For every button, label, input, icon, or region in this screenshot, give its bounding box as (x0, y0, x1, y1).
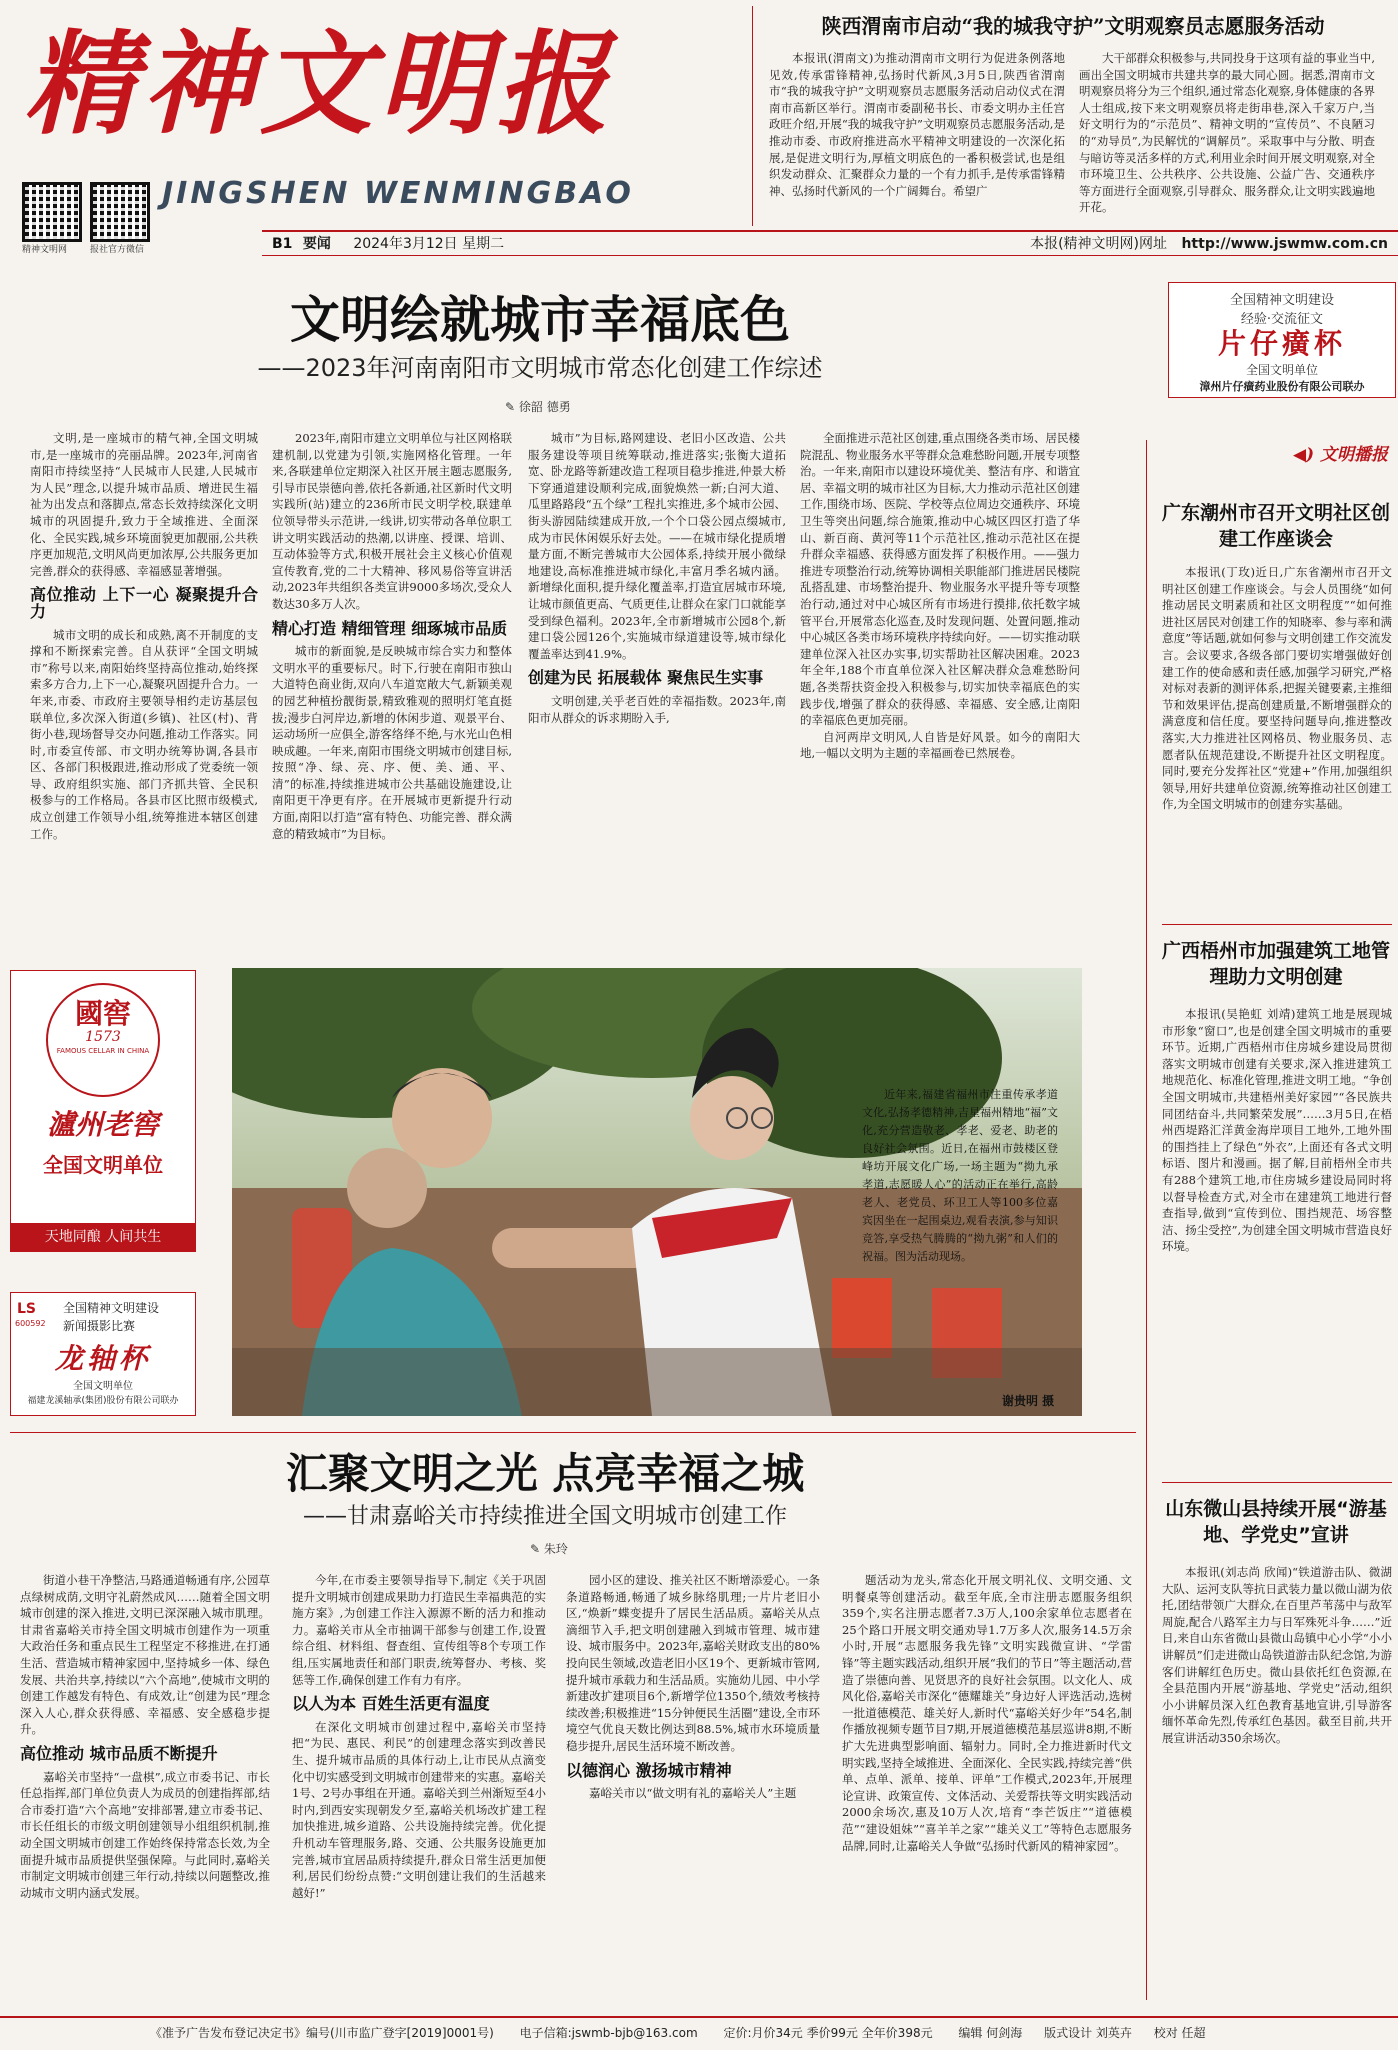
sidebar-story2-body (1162, 1006, 1392, 1476)
bottom-col1-body-b: 嘉峪关市坚持“一盘棋”,成立市委书记、市长任总指挥,部门单位负责人为成员的创建指挥部,结合市委打造“六个高地”安排部署,建立市委书记、市长任组长的市级文明创建领导小组组织机制,推动全国文明城市创建工作始终保持常态长效,为全面提升城市品质提供坚强保障。与此同时,嘉峪关市制定文明城市创建三年行动,持续以问题整改,推动城市文明内涵式发展。 (20, 1769, 270, 1900)
ad-left-round-text: FAMOUS CELLAR IN CHINA (56, 1047, 150, 1055)
footer-designer: 版式设计 刘英卉 (1044, 2026, 1132, 2040)
footer (0, 2016, 1398, 2050)
bottom-story-title: 汇聚文明之光 点亮幸福之城 (285, 1449, 805, 1498)
bottom-subhead-3: 以德润心 激扬城市精神 (566, 1760, 732, 1780)
guojiao-seal-icon (46, 983, 160, 1097)
main-col1-body: 城市文明的成长和成熟,离不开制度的支撑和不断探索完善。自从获评“全国文明城市”称号以来,南阳始终坚持高位推动,始终探索多方合力,上下一心,凝聚巩固提升合力。一年来,市委、市政府主要领导相约走访基层包联单位,多次深入街道(乡镇)、社区(村)、背街小巷,现场督导交办问题,推动工作落实。同时,市委宣传部、市文明办统筹协调,各县市区、各部门积极跟进,推动形成了党委统一领导、政府组织实施、部门齐抓共管、全民积极参与的工作格局。各县市区比照市级模式,成立创建工作领导小组,统筹推进本辖区创建工作。 (30, 627, 258, 841)
qr2-label: 报社官方微信 (90, 245, 145, 255)
bottom-col3-body: 园小区的建设、推关社区不断增添爱心。一条条道路畅通,畅通了城乡脉络肌理;一片片老旧小区,“焕新”蝶变提升了居民生活品质。嘉峪关从点滴细节入手,把文明创建融入到城市管理、城市建设、城市服务中。2023年,嘉峪关财政支出的80%投向民生领域,改造老旧小区19个、更新城市管网,提升城市承载力和生活品质。实施幼儿园、中小学新建改扩建项目6个,新增学位1350个,绩效考核持续改善;积极推进“15分钟便民生活圈”建设,全市环境空气优良天数比例达到88.5%,城市水环境质量稳步提升,居民生活环境不断改善。 (566, 1573, 820, 1753)
top-story-title: 陕西渭南市启动“我的城我守护”文明观察员志愿服务活动 (821, 14, 1325, 38)
bottom-col2-body-b: 在深化文明城市创建过程中,嘉峪关市坚持把“为民、惠民、利民”的创建理念落实到改善民生、提升城市品质的具体行动上,让市民从点滴变化中切实感受到文明城市创建带来的实惠。嘉峪关1号、2号办事组在开通。嘉峪关到兰州渐短至4小时内,到西安实现朝发夕至,嘉峪关机场改扩建工程加快推进,城乡道路、公共设施持续完善。优化提升机动车管理服务,路、交通、公共服务设施更加完善,城市宜居品质持续提升,群众日常生活更加便利,居民们纷纷点赞:“文明创建让我们的生活越来越好!” (292, 1719, 546, 1900)
ad-left2-brand: 龙轴杯 (54, 1342, 151, 1375)
sidebar-story3-title: 山东微山县持续开展“游基地、学党史”宣讲 (1165, 1498, 1387, 1546)
ad-left-brand1: 國窖 (74, 997, 131, 1030)
bottom-story-subtitle: ——甘肃嘉峪关市持续推进全国文明城市创建工作 (302, 1504, 787, 1529)
bottom-subhead-1: 高位推动 城市品质不断提升 (20, 1743, 218, 1763)
news-photo (232, 968, 1082, 1416)
main-story-col1 (30, 430, 258, 930)
top-story-col1 (769, 50, 1065, 222)
bottom-col2-body: 今年,在市委主要领导指导下,制定《关于巩固提升文明城市创建成果助力打造民生幸福典范的实施方案》,为创建工作注入源源不断的活力和推动力。嘉峪关市从全市抽调干部参与创建工作,设置综合组、材料组、督查组、宣传组等8个专项工作组,压实属地责任和部门职责,统筹督办、考核、奖惩等工作,确保创建工作有力有序。 (292, 1573, 546, 1687)
bottom-story-col3 (566, 1572, 820, 2004)
ad-top-line1: 全国精神文明建设 (1229, 293, 1334, 308)
top-story-col1-text: 本报讯(渭南文)为推动渭南市文明行为促进条例落地见效,传承雷锋精神,弘扬时代新风,3月5日,陕西省渭南市“我的城我守护”文明观察员志愿服务活动启动仪式在渭南市高新区举行。渭南市委副秘书长、市委文明办主任宫政旺介绍,开展“我的城我守护”文明观察员志愿服务活动,是推动市委、市政府推进高水平精神文明建设的一次深化拓展,是促进文明行为,厚植文明底色的一番积极尝试,也是组织发动群众、汇聚群众力量的一个有力抓手,是传承雷锋精神、弘扬时代新风的一个广阔舞台。希望广 (769, 51, 1065, 198)
ad-left2-code: 600592 (15, 1319, 46, 1328)
sidebar-rule-2 (1162, 1482, 1392, 1483)
ad-left2-logo: LS (17, 1301, 37, 1317)
ad-top-company: 漳州片仔癀药业股份有限公司联办 (1199, 380, 1365, 393)
sidebar-story2-title: 广西梧州市加强建筑工地管理助力文明创建 (1161, 940, 1390, 988)
sidebar-header (1162, 438, 1394, 474)
top-story-col2 (1079, 50, 1375, 222)
ad-left-slogan: 天地同酿 人间共生 (11, 1223, 195, 1251)
ad-longzhou[interactable] (10, 1292, 196, 1416)
pen-icon-2: ✎ (530, 1542, 544, 1556)
main-col2-body-b: 城市的新面貌,是反映城市综合实力和整体文明水平的重要标尺。时下,行驶在南阳市独山大道特色商业街,双向八车道宽敞大气,新颖美观的园艺种植扮靓街景,精致雅观的照明灯笔直挺拔;漫步白河岸边,新增的休闲步道、观景平台、运动场所一应俱全,游客络绎不绝,与水光山色相映成趣。一年来,南阳市围绕文明城市创建目标,按照“净、绿、亮、序、便、美、通、平、清”的标准,持续推进城市公共基础设施建设,让南阳更干净更有序。在开展城市更新提升行动方面,南阳以打造“富有特色、功能完善、群众满意的精致城市”为目标。 (272, 644, 512, 841)
ad-pianzaihuang[interactable] (1168, 282, 1396, 398)
top-story (752, 6, 1393, 226)
bottom-story-col2 (292, 1572, 546, 2004)
ad-luzhou-laojiao[interactable] (10, 970, 196, 1252)
issue-bar (262, 233, 1398, 255)
sidebar-logo (1293, 440, 1388, 465)
sidebar-story1-body (1162, 564, 1392, 904)
bottom-subhead-2: 以人为本 百姓生活更有温度 (292, 1694, 490, 1714)
main-story-byline-text: 徐韶 德勇 (518, 400, 571, 414)
ad-left2-unit: 全国文明单位 (73, 1381, 133, 1392)
issue-bar-rule-bottom (262, 255, 1398, 256)
bottom-col3-body-b: 嘉峪关市以“做文明有礼的嘉峪关人”主题 (589, 1786, 797, 1801)
bottom-col4-body: 题活动为龙头,常态化开展文明礼仪、文明交通、文明餐桌等创建活动。截至年底,全市注册志愿服务组织359个,实名注册志愿者7.3万人,100余家单位志愿者在25个路口开展文明交通劝导1.7万多人次,服务14.5万余小时,开展“志愿服务我先锋”文明实践微宣讲、“学雷锋”等主题实践活动,组织开展“我们的节日”等主题活动,营造了崇德向善、见贤思齐的良好社会氛围。以文化人、成风化俗,嘉峪关市深化“德耀雄关”身边好人评选活动,选树一批道德模范、雄关好人,新时代“嘉峪关好少年”54名,制作播放视频专题节目7期,开展道德模范基层巡讲8期,不断扩大先进典型影响面、辐射力。同时,全力推进新时代文明实践,坚持全域推进、全面深化、全民实践,持续完善“供单、点单、派单、接单、评单”工作模式,2023年,开展理论宣讲、政策宣传、文体活动、关爱帮扶等文明实践活动2000余场次,惠及10万人次,培育“李芒饭庄”“道德模范”“建设姐妹”“喜羊羊之家”“雄关义工”等特色志愿服务品牌,同时,让嘉峪关人争做“弘扬时代新风的精神家园”。 (842, 1573, 1132, 1853)
main-lede: 文明,是一座城市的精气神,全国文明城市,是一座城市的亮丽品牌。2023年,河南省南阳市持续坚持“人民城市人民建,人民城市为人民”理念,以提升城市品质、增进民生福祉为出发点和落脚点,常态长效持续深化文明城市的巩固提升,致力于全域推进、全面深化、全民实践,城乡环境面貌更加靓丽,公共秩序更加规范,文明风尚更加浓厚,公共服务更加完善,群众的获得感、幸福感显著增强。 (30, 431, 258, 578)
sidebar-divider (1146, 440, 1147, 2000)
site-label: 本报(精神文明网)网址 (1030, 236, 1168, 252)
qr-code-website[interactable] (22, 182, 82, 255)
page-number: B1 (272, 236, 293, 252)
footer-price: 定价:月价34元 季价99元 全年价398元 (723, 2026, 933, 2040)
ad-left-year: 1573 (85, 1029, 121, 1045)
bottom-story-col1 (20, 1572, 270, 2004)
sidebar-story3-text: 本报讯(刘志尚 欣闻)“铁道游击队、微湖大队、运河支队等抗日武装力量以微山湖为依托,团结带领广大群众,在百里芦苇荡中与敌军周旋,配合八路军主力与日军殊死斗争……”近日,来自山东省微山县微山岛镇中心小学“小小讲解员”们走进微山岛铁道游击队纪念馆,为游客们讲解红色历史。微山县依托红色资源,在全县范围内开展“游基地、学党史”活动,组织小小讲解员深入红色教育基地宣讲,引导游客缅怀革命先烈,传承红色基因。截至目前,共开展宣讲活动350余场次。 (1162, 1565, 1392, 1745)
ad-left-brand2: 瀘州老窖 (46, 1108, 159, 1141)
bottom-col1-body: 街道小巷干净整洁,马路通道畅通有序,公园草点绿树成荫,文明守礼蔚然成风……随着全国文明城市创建的深入推进,文明已深深融入城市肌理。甘肃省嘉峪关市持全国文明城市创建作为一项重大政治任务和重点民生工程坚定不移推进,在打通生活、营造城市精神家园中,坚持城乡一体、绿色发展、共治共享,持续以“六个高地”,使城市文明的创建工作越发有特色、有成效,让“创建为民”理念深入人心,群众获得感、幸福感、安全感稳步提升。 (20, 1573, 270, 1737)
main-col3-body-b: 文明创建,关乎老百姓的幸福指数。2023年,南阳市从群众的诉求期盼入手, (528, 693, 786, 725)
main-story-col2 (272, 430, 512, 930)
sidebar-story3-body (1162, 1564, 1392, 2004)
ad-top-line2: 经验·交流征文 (1240, 312, 1324, 327)
main-story-title: 文明绘就城市幸福底色 (290, 290, 790, 349)
ad-left2-company: 福建龙溪轴承(集团)股份有限公司联办 (27, 1396, 179, 1406)
sidebar-logo-text: 文明播报 (1320, 445, 1388, 465)
footer-proof: 校对 任超 (1153, 2026, 1206, 2040)
main-col4-body: 全面推进示范社区创建,重点围绕各类市场、居民楼院混乱、物业服务水平等群众急难愁盼问题,开展专项整治。一年来,南阳市以建设环境优美、整洁有序、和谐宜居、幸福文明的城市社区为目标,大力推动示范社区创建工作,围绕市场、医院、学校等点位周边交通秩序、环境卫生等突出问题,综合施策,推动中心城区四区打造了华山、新百商、黄河等11个示范社区,推动示范社区在提升群众幸福感、获得感方面发挥了积极作用。——强力推进专项整治行动,统筹协调相关职能部门推进居民楼院乱搭乱建、市场整治提升、物业服务水平提升等专项整治行动,通过对中心城区所有市场进行摸排,依托数字城管平台,开展常态化巡查,及时发现问题、处置问题,推动中心城区各类市场环境秩序持续向好。——切实推动联建单位深入社区办实事,切实帮助社区解决困难。2023年全年,188个市直单位深入社区解决群众急难愁盼问题,各类帮扶资金投入积极参与,切实加快幸福底色的实践步伐,增强了群众的获得感、幸福感、安全感,让南阳的幸福底色更加亮丽。 (800, 431, 1080, 728)
ad-left2-line2: 新闻摄影比赛 (63, 1319, 136, 1333)
photo-credit: 谢贵明 摄 (1002, 1394, 1055, 1408)
main-story-byline (505, 398, 571, 415)
sidebar-rule-1 (1162, 924, 1392, 925)
sidebar-story1-text: 本报讯(丁玫)近日,广东省潮州市召开文明社区创建工作座谈会。与会人员围绕“如何推动居民文明素质和社区文明程度”“如何推进社区居民对创建工作的知晓率、参与率和满意度”等话题,就如何参与文明创建工作交流发言。会议要求,各级各部门要切实增强做好创建工作的使命感和责任感,加强学习研究,严格对标对表新的测评体系,把握关键要素,主推细节和效果评估,提高创建质量,不断增强群众的满意度和信任度。要坚持问题导向,推进整改落实,大力推进社区网格员、物业服务员、志愿者队伍规范建设,不断提升社区文明程度。同时,要充分发挥社区“党建+”作用,加强组织领导,用好共建单位资源,统筹推动社区创建工作,为全国文明城市的创建夯实基础。 (1162, 565, 1392, 812)
footer-email[interactable]: 电子信箱:jswmb-bjb@163.com (519, 2026, 698, 2040)
megaphone-icon: ◀) (1292, 445, 1315, 465)
footer-license: 《准予广告发布登记决定书》编号(川市监广登字[2019]0001号) (150, 2026, 494, 2040)
main-subhead-2: 精心打造 精细管理 细琢城市品质 (272, 618, 508, 638)
sidebar-story1-title: 广东潮州市召开文明社区创建工作座谈会 (1161, 502, 1390, 550)
main-story-col3 (528, 430, 786, 930)
ad-top-brand: 片仔癀杯 (1217, 327, 1346, 360)
issue-bar-rule (262, 230, 1398, 232)
qr1-label: 精神文明网 (22, 245, 68, 255)
ad-left2-line1: 全国精神文明建设 (63, 1301, 160, 1315)
main-subhead-3: 创建为民 拓展载体 聚焦民生实事 (528, 668, 764, 688)
footer-editor: 编辑 何剑海 (958, 2026, 1023, 2040)
pen-icon: ✎ (505, 400, 519, 414)
issue-date: 2024年3月12日 星期二 (353, 236, 505, 252)
ad-left-unit: 全国文明单位 (43, 1153, 163, 1177)
main-story-col4 (800, 430, 1080, 930)
main-col4-body-b: 自河两岸文明风,人自皆是好风景。如今的南阳大地,一幅以文明为主题的幸福画卷已然展卷。 (800, 729, 1080, 761)
masthead-pinyin: JINGSHEN WENMINGBAO (162, 176, 634, 211)
bottom-story-top-rule (10, 1432, 1136, 1433)
bottom-story-byline (530, 1540, 568, 1557)
sidebar-story2-text: 本报讯(吴艳虹 刘靖)建筑工地是展现城市形象“窗口”,也是创建全国文明城市的重要环节。近期,广西梧州市住房城乡建设局贯彻落实文明城市创建有关要求,深入推进建筑工地规范化、标准化管理,推进文明工地。“争创全国文明城市,共建梧州美好家园”“各民族共同团结奋斗,共同繁荣发展”……3月5日,在梧州西堤路汇洋黄金海岸项目工地外,工地外围的围挡挂上了绿色“外衣”,上面还有各式文明标语、图片和漫画。据了解,目前梧州全市共有288个建筑工地,市住房城乡建设局同时将以督导检查方式,对全市在建建筑工地进行督查指导,做到“宣传到位、围挡规范、场容整洁、扬尘受控”,为创建全国文明城市营造良好环境。 (1162, 1007, 1392, 1254)
section-name: 要闻 (302, 236, 331, 252)
ad-top-line3: 全国文明单位 (1245, 363, 1318, 377)
bottom-story-byline-text: 朱玲 (543, 1542, 568, 1556)
bottom-story-col4 (842, 1572, 1132, 2004)
main-col3-body: 城市”为目标,路网建设、老旧小区改造、公共服务建设等项目统筹联动,推进落实;张衡大道拓宽、卧龙路等新建改造工程项目稳步推进,仲景大桥下穿通道建设顺利完成,面貌焕然一新;白河大道、瓜里路路段“五个绿”工程扎实推进,多个城市公园、街头游园陆续建成开放,一个个口袋公园点缀城市,成为市民休闲娱乐好去处。——在城市绿化提质增量方面,不断完善城市大公园体系,持续开展小微绿地建设,高标准推进城市绿化,丰富月季名城内涵。新增绿化面积,提升绿化覆盖率,打造宜居城市环境,让城市颜值更高、气质更佳,让群众在家门口就能享受到绿色福利。2023年,全市新增城市公园8个,新建口袋公园126个,实施城市绿道建设等,城市绿化覆盖率达到41.9%。 (528, 431, 786, 661)
site-url[interactable]: http://www.jswmw.com.cn (1181, 236, 1388, 252)
qr-code-wechat[interactable] (90, 182, 150, 255)
top-story-col2-text: 大干部群众积极参与,共同投身于这项有益的事业当中,画出全国文明城市共建共享的最大同心圆。据悉,渭南市文明观察员将分为三个组织,通过常态化观察,身体健康的各界人士组成,按下来文明观察员将走街串巷,深入千家万户,当好文明行为的“示范员”、精神文明的“宣传员”、不良陋习的“劝导员”,为民解忧的“调解员”。采取事中与分散、明查与暗访等灵活多样的方式,利用业余时间开展文明观察,对全市环境卫生、公共秩序、公共设施、公益广告、交通秩序等方面进行全面观察,引导群众、服务群众,让文明实践遍地开花。 (1079, 51, 1375, 215)
main-col2-body: 2023年,南阳市建立文明单位与社区网格联建机制,以党建为引领,实施网格化管理。一年来,各联建单位定期深入社区开展主题志愿服务,引导市民崇德向善,依托各新通,社区新时代文明实践所(站)建立的236所市民文明学校,联建单位领导带头示范讲,一线讲,切实带动各单位职工讲文明实践活动的热潮,以讲座、授课、培训、互动体验等方式,积极开展社会主义核心价值观宣传教育,党的二十大精神、移风易俗等宣讲活动,2023年共组织各类宣讲9000多场次,受众人数达30多万人次。 (272, 431, 512, 611)
main-subhead-1: 高位推动 上下一心 凝聚提升合力 (30, 585, 258, 621)
masthead-title: 精神文明报 (24, 19, 614, 150)
photo-caption: 近年来,福建省福州市注重传承孝道文化,弘扬孝德精神,吉星福州精地“福”文化,充分营造敬老、孝老、爱老、助老的良好社会氛围。近日,在福州市鼓楼区登峰坊开展文化广场,一场主题为“拗九承孝道,志愿暖人心”的活动正在举行,高龄老人、老党员、环卫工人等100多位嘉宾因坐在一起围桌边,观看表演,参与知识竞答,享受热气腾腾的“拗九粥”和人们的祝福。图为活动现场。 (862, 1088, 1058, 1263)
main-story-subtitle: ——2023年河南南阳市文明城市常态化创建工作综述 (257, 354, 823, 382)
